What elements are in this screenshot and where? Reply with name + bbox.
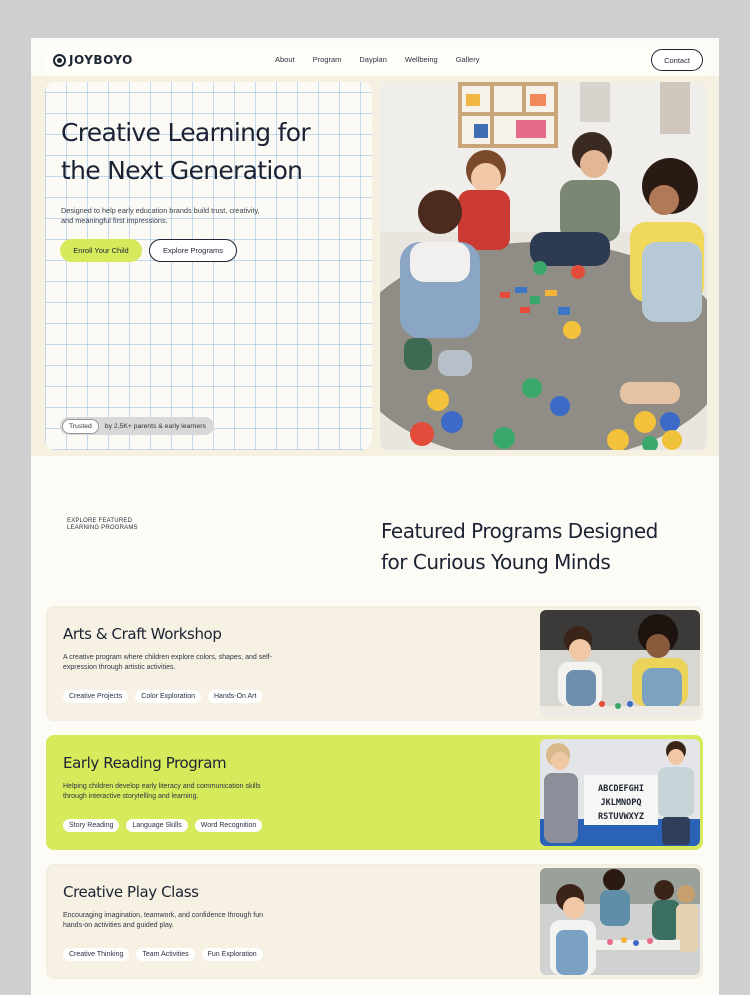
program-tag: Story Reading [63,819,119,832]
program-tags [63,690,262,703]
board-row-2: JKLMNOPQ [600,798,642,808]
program-tag: Creative Thinking [63,948,129,961]
program-card-creative-play[interactable] [46,864,703,979]
program-tags [63,948,263,961]
logo[interactable] [53,53,133,67]
eyebrow-line-1: EXPLORE FEATURED [67,518,133,524]
program-description: Helping children develop early literacy and communication skills through interactive storytelling and learning. [63,783,261,800]
program-tag: Creative Projects [63,690,128,703]
program-description: A creative program where children explore colors, shapes, and self-expression through artistic activities. [63,654,272,671]
hero-subtitle: Designed to help early education brands build trust, creativity, and meaningful first impressions. [61,206,260,225]
nav-item-wellbeing[interactable]: Wellbeing [404,55,438,64]
nav-item-about[interactable]: About [275,55,295,64]
program-tag: Color Exploration [135,690,201,703]
classroom-illustration [380,82,707,450]
board-row-3: RSTUVWXYZ [597,812,645,822]
trusted-badge [60,417,214,435]
eyebrow-line-2: LEARNING PROGRAMS [67,525,138,531]
program-tag: Language Skills [126,819,187,832]
logo-mark-icon [53,54,66,67]
hero-title-line-1: Creative Learning for [61,118,310,147]
trusted-tag: Trusted [62,419,99,434]
nav-menu [275,55,479,64]
hero-classroom-photo [380,82,707,450]
program-tag: Fun Exploration [202,948,263,961]
arts-illustration [540,610,700,717]
arts-craft-photo [540,610,700,717]
nav-item-dayplan[interactable]: Dayplan [359,55,387,64]
reading-illustration [540,739,700,846]
section-title [381,516,681,578]
creative-play-photo [540,868,700,975]
contact-button[interactable]: Contact [651,49,703,71]
explore-programs-button[interactable]: Explore Programs [149,239,237,262]
program-title: Early Reading Program [63,754,227,772]
hero-title-line-2: the Next Generation [61,156,303,185]
program-tag: Hands-On Art [208,690,262,703]
program-title: Arts & Craft Workshop [63,625,222,643]
program-card-arts[interactable] [46,606,703,721]
logo-text: JOYBOYO [69,53,133,67]
program-tag: Team Activities [136,948,194,961]
play-illustration [540,868,700,975]
program-description: Encouraging imagination, teamwork, and confidence through fun hands-on activities and guided play. [63,912,264,929]
landing-page [31,38,719,995]
top-nav [45,46,705,76]
program-title: Creative Play Class [63,883,199,901]
section-eyebrow [67,518,157,532]
hero-title [61,114,341,190]
trusted-text: by 2,5K+ parents & early learners [104,422,206,430]
program-tags [63,819,262,832]
section-title-line-2: for Curious Young Minds [381,550,611,574]
section-title-line-1: Featured Programs Designed [381,519,658,543]
program-card-reading[interactable] [46,735,703,850]
enroll-button[interactable]: Enroll Your Child [60,239,142,262]
hero-text-panel [45,82,372,450]
board-row-1: ABCDEFGHI [597,784,645,794]
nav-item-program[interactable]: Program [312,55,342,64]
nav-item-gallery[interactable]: Gallery [455,55,480,64]
early-reading-photo [540,739,700,846]
program-tag: Word Recognition [195,819,263,832]
